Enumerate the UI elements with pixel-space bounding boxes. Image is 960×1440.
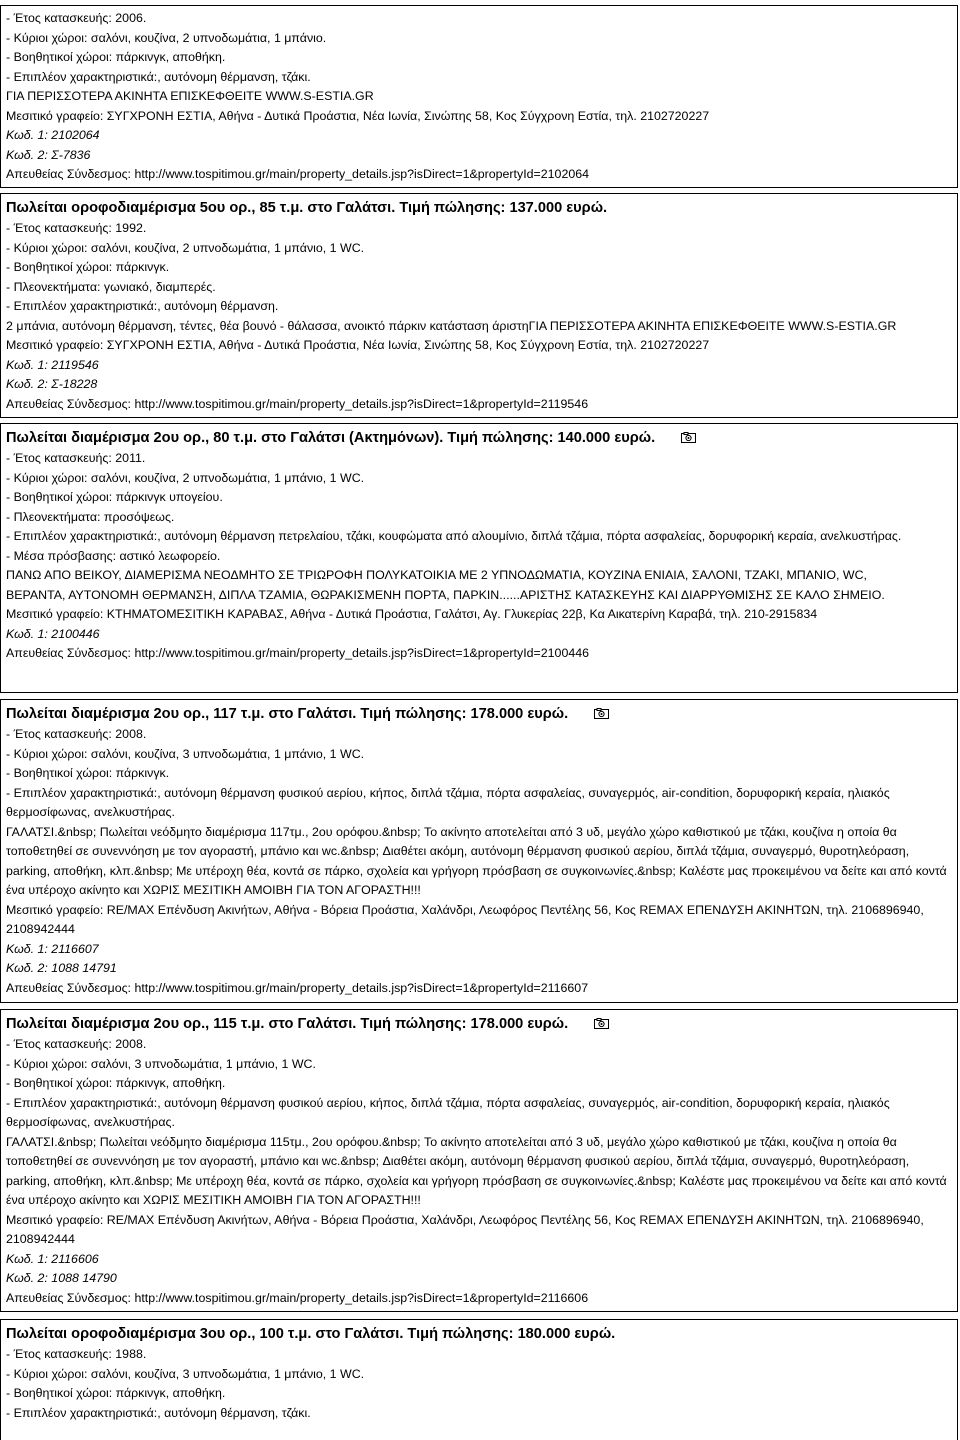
listing-extras: - Επιπλέον χαρακτηριστικά:, αυτόνομη θέρμανση φυσικού αερίου, κήπος, διπλά τζάμια, πόρτα ασφαλείας, συναγερμός, air-condition, δορυφορική κεραία, ηλιακός θερμοσίφωνας, ανελκυστήρας. (6, 1095, 890, 1129)
code-1: Κωδ. 1: 2119546 (6, 357, 99, 372)
listing-detail-line: - Βοηθητικοί χώροι: πάρκινγκ, αποθήκη. (6, 50, 226, 64)
listing-detail-line: - Κύριοι χώροι: σαλόνι, κουζίνα, 3 υπνοδωμάτια, 1 μπάνιο, 1 WC. (6, 746, 365, 761)
listing-detail-line: - Επιπλέον χαρακτηριστικά:, αυτόνομη θέρμανση, τζάκι. (6, 1405, 311, 1420)
listing-detail-line: - Έτος κατασκευής: 2008. (6, 1037, 147, 1051)
agency-line: Μεσιτικό γραφείο: ΚΤΗΜΑΤΟΜΕΣΙΤΙΚΗ ΚΑΡΑΒΑΣ, Αθήνα - Δυτικά Προάστια, Γαλάτσι, Αγ. Γλυκερίας 22β, Κα Αικατερίνη Καραβά, τηλ. 210-2915834 (6, 607, 818, 621)
code-1: Κωδ. 1: 2116606 (6, 1251, 99, 1266)
listing-card (0, 1319, 958, 1440)
code-1: Κωδ. 1: 2100446 (6, 626, 100, 641)
listing-detail-line: - Κύριοι χώροι: σαλόνι, 3 υπνοδωμάτια, 1 μπάνιο, 1 WC. (6, 1056, 316, 1071)
camera-photo-icon[interactable] (594, 705, 609, 716)
code-1: Κωδ. 1: 2116607 (6, 941, 99, 956)
listing-card (0, 5, 958, 188)
listing-headline[interactable]: Πωλείται οροφοδιαμέρισμα 3ου ορ., 100 τ.μ. στο Γαλάτσι. Τιμή πώλησης: 180.000 ευρώ. (6, 1326, 616, 1342)
listing-card (0, 423, 958, 693)
code-1: Κωδ. 1: 2102064 (6, 128, 100, 142)
listing-description: ΓΑΛΑΤΣΙ.&nbsp; Πωλείται νεόδμητο διαμέρισμα 117τμ., 2ου ορόφου.&nbsp; Το ακίνητο αποτελείται από 3 υδ, μεγάλο χώρο καθιστικού με τζάκι, κουζίνα η οποία θα τοποθετηθεί σε συνεννόηση με τον αγοραστή, μπάνιο και wc.&nbsp; Διαθέτει ακόμη, αυτόνομη θέρμανση φυσικού αερίου, διπλά τζάμια, συναγερμό, θυροτηλεόραση, parking, αποθήκη, κλπ.&nbsp; Με υπέροχη θέα, κοντά σε πάρκο, σχολεία και γρήγορη πρόσβαση σε συγκοινωνίες.&nbsp; Καλέστε μας προκειμένου να δείτε και από κοντά ένα υπέροχο ακίνητο και ΧΩΡΙΣ ΜΕΣΙΤΙΚΗ ΑΜΟΙΒΗ ΓΙΑ ΤΟΝ ΑΓΟΡΑΣΤΗ!!! (6, 824, 947, 897)
listing-detail-line: - Έτος κατασκευής: 2006. (6, 11, 147, 25)
listing-extras: - Επιπλέον χαρακτηριστικά:, αυτόνομη θέρμανση πετρελαίου, τζάκι, κουφώματα από αλουμίνιο, διπλά τζάμια, πόρτα ασφαλείας, δορυφορική κεραία, ανελκυστήρας. (6, 529, 902, 543)
listing-description: ΒΕΡΑΝΤΑ, ΑΥΤΟΝΟΜΗ ΘΕΡΜΑΝΣΗ, ΔΙΠΛΑ ΤΖΑΜΙΑ, ΘΩΡΑΚΙΣΜΕΝΗ ΠΟΡΤΑ, ΠΑΡΚΙΝ......ΑΡΙΣΤΗΣ ΚΑΤΑΣΚΕΥΗΣ ΚΑΙ ΔΙΑΡΡΥΘΜΙΣΗΣ ΣΕ ΚΑΛΟ ΣΗΜΕΙΟ. (6, 587, 885, 602)
listing-detail-line: - Κύριοι χώροι: σαλόνι, κουζίνα, 2 υπνοδωμάτια, 1 μπάνιο, 1 WC. (6, 240, 365, 255)
code-2: Κωδ. 2: 1088 14791 (6, 961, 117, 975)
direct-link[interactable]: Απευθείας Σύνδεσμος: http://www.tospitimou.gr/main/property_details.jsp?isDirect=1&propertyId=2102064 (6, 167, 590, 181)
listing-detail-line: - Πλεονεκτήματα: προσόψεως. (6, 509, 175, 524)
listing-detail-line: ΓΙΑ ΠΕΡΙΣΣΟΤΕΡΑ ΑΚΙΝΗΤΑ ΕΠΙΣΚΕΦΘΕΙΤΕ WWW.S-ESTIA.GR (6, 89, 374, 103)
agency-line: Μεσιτικό γραφείο: RE/MAX Επένδυση Ακινήτων, Αθήνα - Βόρεια Προάστια, Χαλάνδρι, Λεωφόρος Πεντέλης 56, Κος REMAX ΕΠΕΝΔΥΣΗ ΑΚΙΝΗΤΩΝ, τηλ. 2106896940, 2108942444 (6, 902, 924, 936)
listing-detail-line: - Επιπλέον χαρακτηριστικά:, αυτόνομη θέρμανση, τζάκι. (6, 69, 311, 84)
listing-detail-line: - Επιπλέον χαρακτηριστικά:, αυτόνομη θέρμανση. (6, 299, 279, 313)
listing-card (0, 1009, 958, 1312)
direct-link[interactable]: Απευθείας Σύνδεσμος: http://www.tospitimou.gr/main/property_details.jsp?isDirect=1&propertyId=2116607 (6, 980, 589, 995)
code-2: Κωδ. 2: 1088 14790 (6, 1271, 117, 1285)
listing-detail-line: - Κύριοι χώροι: σαλόνι, κουζίνα, 2 υπνοδωμάτια, 1 μπάνιο, 1 WC. (6, 470, 365, 485)
direct-link[interactable]: Απευθείας Σύνδεσμος: http://www.tospitimou.gr/main/property_details.jsp?isDirect=1&propertyId=2119546 (6, 396, 589, 411)
listing-detail-line: - Κύριοι χώροι: σαλόνι, κουζίνα, 3 υπνοδωμάτια, 1 μπάνιο, 1 WC. (6, 1366, 365, 1381)
listing-detail-line: - Μέσα πρόσβασης: αστικό λεωφορείο. (6, 548, 221, 563)
listing-card (0, 699, 958, 1003)
listing-description: ΓΑΛΑΤΣΙ.&nbsp; Πωλείται νεόδμητο διαμέρισμα 115τμ., 2ου ορόφου.&nbsp; Το ακίνητο αποτελείται από 3 υδ, μεγάλο χώρο καθιστικού με τζάκι, κουζίνα η οποία θα τοποθετηθεί σε συνεννόηση με τον αγοραστή, μπάνιο και wc.&nbsp; Διαθέτει ακόμη, αυτόνομη θέρμανση φυσικού αερίου, διπλά τζάμια, συναγερμό, θυροτηλεόραση, parking, αποθήκη, κλπ.&nbsp; Με υπέροχη θέα, κοντά σε πάρκο, σχολεία και γρήγορη πρόσβαση σε συγκοινωνίες.&nbsp; Καλέστε μας προκειμένου να δείτε και από κοντά ένα υπέροχο ακίνητο και ΧΩΡΙΣ ΜΕΣΙΤΙΚΗ ΑΜΟΙΒΗ ΓΙΑ ΤΟΝ ΑΓΟΡΑΣΤΗ!!! (6, 1134, 947, 1207)
listing-detail-line: - Έτος κατασκευής: 1992. (6, 221, 147, 235)
listing-description: ΠΑΝΩ ΑΠΟ ΒΕΙΚΟΥ, ΔΙΑΜΕΡΙΣΜΑ ΝΕΟΔΜΗΤΟ ΣΕ ΤΡΙΩΡΟΦΗ ΠΟΛΥΚΑΤΟΙΚΙΑ ΜΕ 2 ΥΠΝΟΔΩΜΑΤΙΑ, ΚΟΥΖΙΝΑ ΕΝΙΑΙΑ, ΣΑΛΟΝΙ, ΤΖΑΚΙ, ΜΠΑΝΙΟ, WC, (6, 568, 867, 582)
direct-link[interactable]: Απευθείας Σύνδεσμος: http://www.tospitimou.gr/main/property_details.jsp?isDirect=1&propertyId=2116606 (6, 1290, 589, 1305)
listing-detail-line: - Βοηθητικοί χώροι: πάρκινγκ. (6, 766, 170, 780)
listing-headline[interactable]: Πωλείται διαμέρισμα 2ου ορ., 115 τ.μ. στο Γαλάτσι. Τιμή πώλησης: 178.000 ευρώ. (6, 1016, 569, 1032)
listing-detail-line: - Έτος κατασκευής: 2011. (6, 451, 146, 465)
listing-headline-row (6, 428, 951, 449)
listing-description: 2 μπάνια, αυτόνομη θέρμανση, τέντες, θέα βουνό - θάλασσα, ανοικτό πάρκιν κατάσταση άριστηΓΙΑ ΠΕΡΙΣΣΟΤΕΡΑ ΑΚΙΝΗΤΑ ΕΠΙΣΚΕΦΘΕΙΤΕ WWW.S-ESTIA.GR (6, 318, 897, 333)
camera-photo-icon[interactable] (681, 429, 696, 440)
listing-detail-line: - Κύριοι χώροι: σαλόνι, κουζίνα, 2 υπνοδωμάτια, 1 μπάνιο. (6, 30, 327, 45)
listing-extras: - Επιπλέον χαρακτηριστικά:, αυτόνομη θέρμανση φυσικού αερίου, κήπος, διπλά τζάμια, πόρτα ασφαλείας, συναγερμός, air-condition, δορυφορική κεραία, ηλιακός θερμοσίφωνας, ανελκυστήρας. (6, 785, 890, 819)
agency-line: Μεσιτικό γραφείο: ΣΥΓΧΡΟΝΗ ΕΣΤΙΑ, Αθήνα - Δυτικά Προάστια, Νέα Ιωνία, Σινώπης 58, Κος Σύγχρονη Εστία, τηλ. 2102720227 (6, 338, 710, 352)
listing-card (0, 193, 958, 418)
agency-line: Μεσιτικό γραφείο: ΣΥΓΧΡΟΝΗ ΕΣΤΙΑ, Αθήνα - Δυτικά Προάστια, Νέα Ιωνία, Σινώπης 58, Κος Σύγχρονη Εστία, τηλ. 2102720227 (6, 108, 710, 123)
listing-detail-line: - Πλεονεκτήματα: γωνιακό, διαμπερές. (6, 279, 216, 294)
listing-headline[interactable]: Πωλείται διαμέρισμα 2ου ορ., 117 τ.μ. στο Γαλάτσι. Τιμή πώλησης: 178.000 ευρώ. (6, 706, 569, 722)
listing-detail-line: - Βοηθητικοί χώροι: πάρκινγκ υπογείου. (6, 490, 223, 504)
listing-detail-line: - Βοηθητικοί χώροι: πάρκινγκ. (6, 260, 170, 274)
code-2: Κωδ. 2: Σ-18228 (6, 377, 98, 391)
code-2: Κωδ. 2: Σ-7836 (6, 147, 91, 162)
listing-headline-row (6, 1014, 951, 1035)
listing-headline[interactable]: Πωλείται διαμέρισμα 2ου ορ., 80 τ.μ. στο Γαλάτσι (Ακτημόνων). Τιμή πώλησης: 140.000 ευρώ. (6, 430, 656, 446)
camera-photo-icon[interactable] (594, 1015, 609, 1026)
listing-detail-line: - Βοηθητικοί χώροι: πάρκινγκ, αποθήκη. (6, 1386, 226, 1400)
listing-headline-row (6, 704, 951, 725)
listing-detail-line: - Βοηθητικοί χώροι: πάρκινγκ, αποθήκη. (6, 1076, 226, 1090)
agency-line: Μεσιτικό γραφείο: RE/MAX Επένδυση Ακινήτων, Αθήνα - Βόρεια Προάστια, Χαλάνδρι, Λεωφόρος Πεντέλης 56, Κος REMAX ΕΠΕΝΔΥΣΗ ΑΚΙΝΗΤΩΝ, τηλ. 2106896940, 2108942444 (6, 1212, 924, 1246)
listing-detail-line: - Έτος κατασκευής: 1988. (6, 1347, 147, 1361)
listing-detail-line: - Έτος κατασκευής: 2008. (6, 727, 147, 741)
direct-link[interactable]: Απευθείας Σύνδεσμος: http://www.tospitimou.gr/main/property_details.jsp?isDirect=1&propertyId=2100446 (6, 646, 590, 660)
listing-headline[interactable]: Πωλείται οροφοδιαμέρισμα 5ου ορ., 85 τ.μ. στο Γαλάτσι. Τιμή πώλησης: 137.000 ευρώ. (6, 200, 608, 216)
